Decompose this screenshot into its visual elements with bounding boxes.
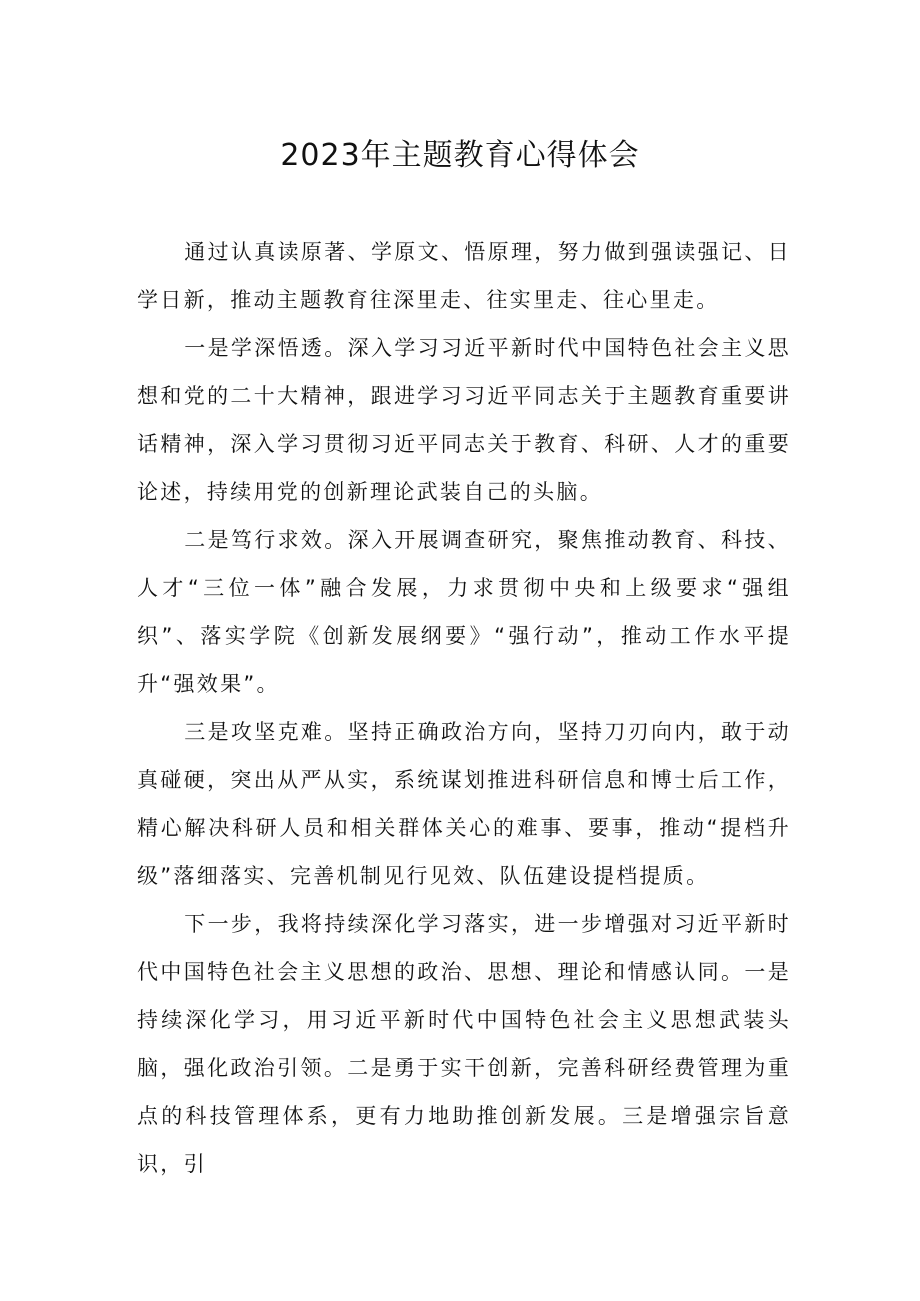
paragraph-next-steps: 下一步，我将持续深化学习落实，进一步增强对习近平新时代中国特色社会主义思想的政治、思想、理论和情感认同。一是持续深化学习，用习近平新时代中国特色社会主义思想武装头脑，强化政治引领。二是勇于实干创新，完善科研经费管理为重点的科技管理体系，更有力地助推创新发展。三是增强宗旨意识，引 [137, 912, 791, 1176]
document-body [137, 228, 791, 1188]
paragraph-tackle: 三是攻坚克难。坚持正确政治方向，坚持刀刃向内，敢于动真碰硬，突出从严从实，系统谋划推进科研信息和博士后工作，精心解决科研人员和相关群体关心的难事、要事，推动“提档升级”落细落实、完善机制见行见效、队伍建设提档提质。 [137, 720, 791, 888]
paragraph-intro: 通过认真读原著、学原文、悟原理，努力做到强读强记、日学日新，推动主题教育往深里走、往实里走、往心里走。 [137, 240, 791, 312]
paragraph-study: 一是学深悟透。深入学习习近平新时代中国特色社会主义思想和党的二十大精神，跟进学习习近平同志关于主题教育重要讲话精神，深入学习贯彻习近平同志关于教育、科研、人才的重要论述，持续用党的创新理论武装自己的头脑。 [137, 336, 791, 504]
paragraph-practice: 二是笃行求效。深入开展调查研究，聚焦推动教育、科技、人才“三位一体”融合发展，力求贯彻中央和上级要求“强组织”、落实学院《创新发展纲要》“强行动”，推动工作水平提升“强效果”。 [137, 528, 791, 696]
document-title: 2023年主题教育心得体会 [280, 138, 640, 173]
